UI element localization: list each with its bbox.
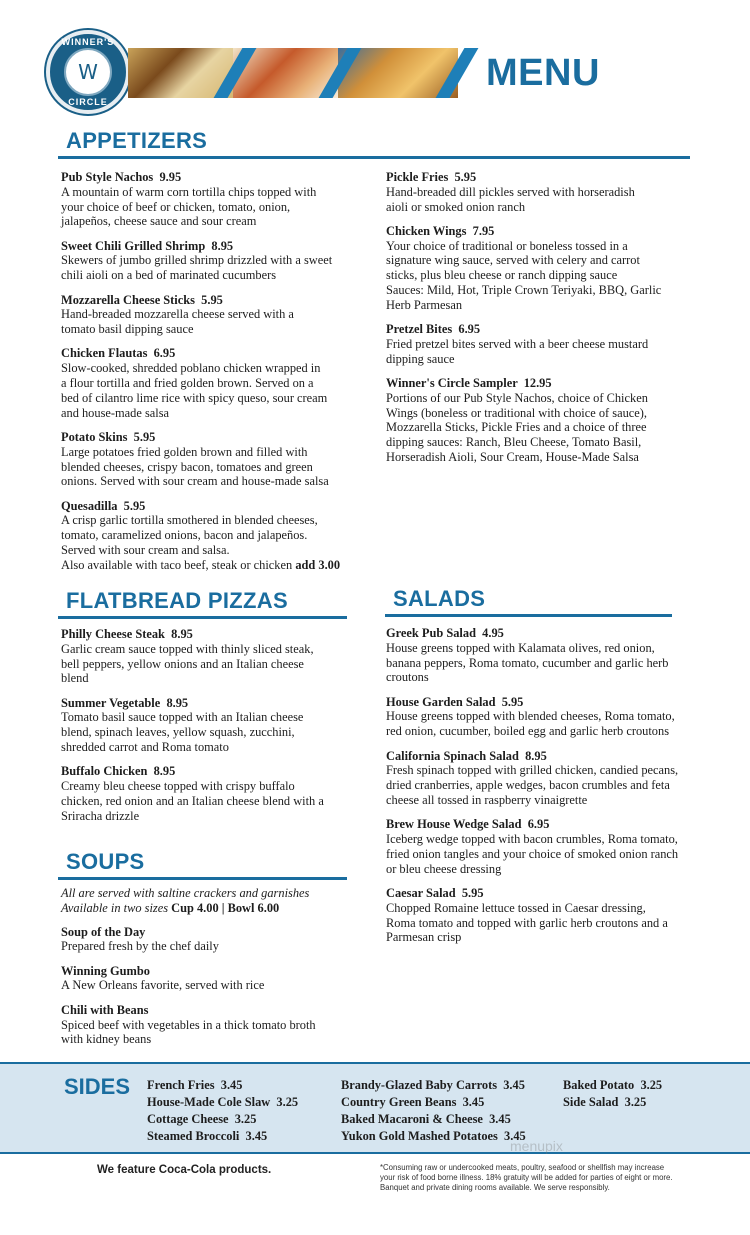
- menu-item-description: Roma tomato and topped with garlic herb croutons and a: [386, 915, 668, 930]
- appetizers-heading: APPETIZERS: [66, 128, 208, 153]
- menu-item-price: 6.95: [527, 817, 550, 832]
- menu-item: [61, 293, 361, 337]
- menu-item-description: Served with sour cream and salsa.: [61, 543, 230, 558]
- menu-item: [386, 695, 716, 739]
- menu-item-price: 8.95: [166, 695, 189, 710]
- menu-item-price: 9.95: [159, 170, 182, 184]
- menu-item-price: 8.95: [153, 764, 176, 779]
- menu-item-name: Sweet Chili Grilled Shrimp: [61, 238, 206, 253]
- side-item: Brandy-Glazed Baby Carrots 3.45: [341, 1078, 525, 1092]
- side-item: Country Green Beans 3.45: [341, 1095, 485, 1109]
- menu-item-description: cheese all tossed in raspberry vinaigrette: [386, 792, 588, 807]
- menu-item-header: [61, 170, 361, 185]
- soups-rule: [58, 877, 347, 880]
- menu-item-header: [386, 224, 696, 239]
- menu-item: [61, 499, 361, 573]
- menu-item-description: Creamy bleu cheese topped with crispy buffalo: [61, 779, 295, 794]
- side-item: Side Salad 3.25: [563, 1095, 647, 1109]
- menu-item-description: bell peppers, yellow onions and an Italian cheese: [61, 656, 304, 671]
- menu-item: [61, 170, 361, 229]
- soups-sizes: Cup 4.00 | Bowl 6.00: [171, 900, 280, 915]
- side-item: Baked Potato 3.25: [563, 1078, 663, 1092]
- food-photo-strip: [128, 48, 473, 98]
- menu-item-description: Your choice of traditional or boneless tossed in a: [386, 238, 628, 253]
- menu-item-description: House greens topped with blended cheeses, Roma tomato,: [386, 709, 675, 724]
- side-item: Steamed Broccoli 3.45: [147, 1129, 268, 1143]
- menu-item: [61, 1003, 361, 1047]
- menu-item-name: California Spinach Salad: [386, 748, 519, 763]
- menu-item-header: [386, 886, 716, 901]
- menu-item: [386, 224, 696, 313]
- menu-item: [61, 239, 361, 283]
- menu-item-description: A mountain of warm corn tortilla chips topped with: [61, 184, 317, 199]
- menu-item-description: signature wing sauce, served with celery and carrot: [386, 253, 640, 268]
- menu-item-description: blend, spinach leaves, yellow squash, zucchini,: [61, 725, 295, 740]
- menu-item-name: Buffalo Chicken: [61, 764, 148, 779]
- sides-column-2: [341, 1077, 526, 1145]
- menu-item-price: 8.95: [171, 627, 193, 641]
- menu-item-description: Garlic cream sauce topped with thinly sliced steak,: [61, 641, 314, 656]
- menu-item-description: Tomato basil sauce topped with an Italian cheese: [61, 710, 304, 725]
- menu-item-header: [61, 1003, 361, 1018]
- menu-item-description: or bleu cheese dressing: [386, 861, 502, 876]
- watermark: menupix: [510, 1138, 563, 1154]
- menu-item-description: Prepared fresh by the chef daily: [61, 939, 219, 954]
- sides-heading: SIDES: [64, 1074, 131, 1099]
- menu-item-description: dipping sauces: Ranch, Bleu Cheese, Tomato Basil,: [386, 435, 642, 450]
- menu-item-description: Iceberg wedge topped with bacon crumbles, Roma tomato,: [386, 832, 678, 847]
- menu-item: [61, 627, 361, 686]
- menu-item-price: 5.95: [201, 292, 223, 307]
- menu-item-description: red onion, cucumber, boiled egg and garlic herb croutons: [386, 724, 670, 739]
- menu-item: [386, 749, 716, 808]
- menu-item-description: banana peppers, Roma tomato, cucumber and garlic herb: [386, 655, 669, 670]
- menu-item-price: 5.95: [454, 170, 477, 184]
- menu-item-description: Parmesan crisp: [386, 930, 462, 945]
- sides-band: [0, 1062, 750, 1154]
- menu-item-extra-text: Also available with taco beef, steak or chicken: [61, 557, 293, 572]
- menu-item: [386, 817, 716, 876]
- menu-item-header: [61, 430, 361, 445]
- salads-column: [386, 626, 716, 945]
- menu-item-description: Hand-breaded mozzarella cheese served with a: [61, 307, 294, 322]
- menu-item-header: [386, 322, 696, 337]
- soups-column: [61, 886, 361, 1047]
- menu-item: [386, 322, 696, 366]
- restaurant-logo: [46, 30, 130, 114]
- soups-heading: SOUPS: [66, 849, 145, 874]
- menu-item-price: 12.95: [523, 376, 552, 391]
- menu-item: [61, 764, 361, 823]
- menu-item: [386, 376, 696, 465]
- menu-item-description: Portions of our Pub Style Nachos, choice of Chicken: [386, 390, 648, 405]
- logo-text-top: WINNER'S: [61, 37, 115, 47]
- menu-item-header: [61, 499, 361, 514]
- menu-item-header: [61, 293, 361, 308]
- menu-item-header: [61, 696, 361, 711]
- trophy-icon: W: [78, 60, 98, 84]
- menu-item-description: Spiced beef with vegetables in a thick tomato broth: [61, 1017, 316, 1032]
- menu-item: [386, 886, 716, 945]
- menu-item-description: Fried pretzel bites served with a beer cheese mustard: [386, 336, 649, 351]
- menu-item-description: sticks, plus bleu cheese or ranch dipping sauce: [386, 268, 618, 283]
- menu-item-price: 5.95: [123, 498, 146, 513]
- menu-item-header: [386, 695, 716, 710]
- soups-note: [61, 886, 361, 916]
- salads-rule: [385, 614, 672, 617]
- menu-item-name: Winning Gumbo: [61, 963, 150, 978]
- menu-item-name: Philly Cheese Steak: [61, 627, 165, 641]
- menu-item: [386, 626, 716, 685]
- menu-item-name: Summer Vegetable: [61, 695, 161, 710]
- side-item: House-Made Cole Slaw 3.25: [147, 1095, 299, 1109]
- menu-item-header: [386, 170, 696, 185]
- menu-item-description: a flour tortilla and fried golden brown. Served on a: [61, 376, 314, 391]
- menu-item-description: Skewers of jumbo grilled shrimp drizzled with a sweet: [61, 253, 333, 268]
- menu-item-description: Fresh spinach topped with grilled chicken, candied pecans,: [386, 763, 679, 778]
- menu-item-name: Potato Skins: [61, 429, 128, 444]
- menu-item-description: onions. Served with sour cream and house-made salsa: [61, 474, 329, 489]
- menu-item-header: [386, 626, 716, 641]
- menu-item-price: 6.95: [458, 322, 481, 337]
- menu-item-description: croutons: [386, 670, 429, 685]
- menu-item-name: Winner's Circle Sampler: [386, 376, 518, 391]
- menu-item-description: blended cheeses, crispy bacon, tomatoes and green: [61, 459, 313, 474]
- menu-item-description: bed of cilantro lime rice with spicy queso, sour cream: [61, 390, 328, 405]
- menu-item-price: 5.95: [501, 694, 524, 709]
- menu-item-header: [386, 749, 716, 764]
- menu-item-name: Soup of the Day: [61, 924, 146, 939]
- menu-item-description: jalapeños, cheese sauce and sour cream: [61, 214, 257, 229]
- sides-column-1: [147, 1077, 298, 1145]
- side-item: Cottage Cheese 3.25: [147, 1112, 257, 1126]
- menu-item-description: A crisp garlic tortilla smothered in blended cheeses,: [61, 513, 318, 528]
- menu-item-name: Quesadilla: [61, 498, 118, 513]
- menu-item-name: Chicken Flautas: [61, 346, 148, 361]
- side-item: Yukon Gold Mashed Potatoes 3.45: [341, 1129, 526, 1143]
- menu-item-description: Herb Parmesan: [386, 297, 463, 312]
- menu-item-name: Pub Style Nachos: [61, 170, 154, 184]
- menu-item-price: 4.95: [482, 626, 504, 640]
- menu-item-description: Slow-cooked, shredded poblano chicken wrapped in: [61, 361, 321, 376]
- menu-item-description: House greens topped with Kalamata olives, red onion,: [386, 640, 655, 655]
- menu-item: [386, 170, 696, 214]
- menu-item-price: 6.95: [153, 346, 176, 361]
- menu-item-description: A New Orleans favorite, served with rice: [61, 978, 265, 993]
- sides-column-3: [563, 1077, 662, 1111]
- menu-item-name: Chili with Beans: [61, 1002, 149, 1017]
- menu-item-description: Mozzarella Sticks, Pickle Fries and a choice of three: [386, 420, 647, 435]
- menu-item-price: 8.95: [525, 748, 547, 763]
- disclaimer-line: Banquet and private dining rooms available. We serve responsibly.: [380, 1183, 610, 1192]
- menu-item: [61, 430, 361, 489]
- menu-item-description: and house-made salsa: [61, 405, 170, 420]
- menu-item-description: chili aioli on a bed of marinated cucumbers: [61, 268, 277, 283]
- menu-item-description: shredded carrot and Roma tomato: [61, 740, 229, 755]
- menu-item-price: 8.95: [211, 238, 234, 253]
- logo-trophy-badge: [64, 48, 112, 96]
- logo-text-bottom: CIRCLE: [68, 97, 108, 107]
- menu-item-description: Sriracha drizzle: [61, 808, 140, 823]
- menu-item-name: Mozzarella Cheese Sticks: [61, 292, 195, 307]
- flatbread-rule: [58, 616, 347, 619]
- menu-item-extra: [61, 558, 361, 573]
- menu-item-description: Large potatoes fried golden brown and filled with: [61, 444, 308, 459]
- menu-item-description: Sauces: Mild, Hot, Triple Crown Teriyaki, BBQ, Garlic: [386, 283, 662, 298]
- menu-item-header: [61, 964, 361, 979]
- menu-item-description: Wings (boneless or traditional with choice of sauce),: [386, 405, 648, 420]
- menu-item-description: your choice of beef or chicken, tomato, onion,: [61, 199, 291, 214]
- menu-item-description: tomato, caramelized onions, bacon and jalapeños.: [61, 528, 308, 543]
- side-item: French Fries 3.45: [147, 1078, 243, 1092]
- menu-item-name: Pretzel Bites: [386, 322, 453, 337]
- salads-heading: SALADS: [393, 586, 486, 611]
- menu-item-name: House Garden Salad: [386, 694, 496, 709]
- menu-item-price: 5.95: [133, 429, 156, 444]
- soups-note-line1: All are served with saltine crackers and garnishes: [61, 886, 310, 900]
- menu-item-description: with kidney beans: [61, 1032, 152, 1047]
- menu-item-price: 5.95: [461, 885, 484, 900]
- menu-item: [61, 346, 361, 420]
- disclaimer-line: *Consuming raw or undercooked meats, poultry, seafood or shellfish may increase: [380, 1163, 665, 1172]
- menu-item: [61, 964, 361, 994]
- menu-item-description: dipping sauce: [386, 351, 455, 366]
- menu-item-description: dried cranberries, apple wedges, bacon crumbles and feta: [386, 778, 670, 793]
- flatbread-heading: FLATBREAD PIZZAS: [66, 588, 288, 613]
- flatbread-column: [61, 627, 361, 824]
- page-title: MENU: [486, 52, 600, 94]
- menu-item-header: [61, 925, 361, 940]
- menu-item-header: [61, 346, 361, 361]
- menu-item-description: Horseradish Aioli, Sour Cream, House-Made Salsa: [386, 450, 639, 465]
- menu-item-description: Chopped Romaine lettuce tossed in Caesar dressing,: [386, 900, 646, 915]
- soups-note-line2: Available in two sizes: [61, 900, 169, 915]
- menu-item: [61, 925, 361, 955]
- menu-item-header: [386, 817, 716, 832]
- menu-item-name: Greek Pub Salad: [386, 626, 476, 640]
- menu-item-description: chicken, red onion and an Italian cheese blend with a: [61, 793, 324, 808]
- menu-item-header: [61, 627, 361, 642]
- menu-item-description: fried onion tangles and your choice of smoked onion ranch: [386, 846, 679, 861]
- disclaimer-line: your risk of food borne illness. 18% gratuity will be added for parties of eight or more.: [380, 1173, 673, 1182]
- disclaimer: [380, 1163, 720, 1193]
- side-item: Baked Macaroni & Cheese 3.45: [341, 1112, 511, 1126]
- menu-item-name: Pickle Fries: [386, 170, 449, 184]
- menu-item-description: Hand-breaded dill pickles served with horseradish: [386, 184, 635, 199]
- menu-item-name: Chicken Wings: [386, 223, 467, 238]
- menu-item: [61, 696, 361, 755]
- menu-item-price: 7.95: [472, 223, 495, 238]
- menu-item-header: [61, 239, 361, 254]
- menu-item-header: [61, 764, 361, 779]
- appetizers-right-column: [386, 170, 696, 465]
- menu-item-name: Brew House Wedge Salad: [386, 817, 522, 832]
- menu-item-description: aioli or smoked onion ranch: [386, 199, 526, 214]
- menu-item-extra-price: add 3.00: [295, 557, 341, 572]
- appetizers-left-column: [61, 170, 361, 573]
- menu-item-name: Caesar Salad: [386, 885, 456, 900]
- menu-item-description: tomato basil dipping sauce: [61, 322, 194, 337]
- coca-cola-note: We feature Coca-Cola products.: [97, 1164, 272, 1176]
- menu-item-header: [386, 376, 696, 391]
- appetizers-rule: [58, 156, 690, 159]
- menu-item-description: blend: [61, 671, 89, 686]
